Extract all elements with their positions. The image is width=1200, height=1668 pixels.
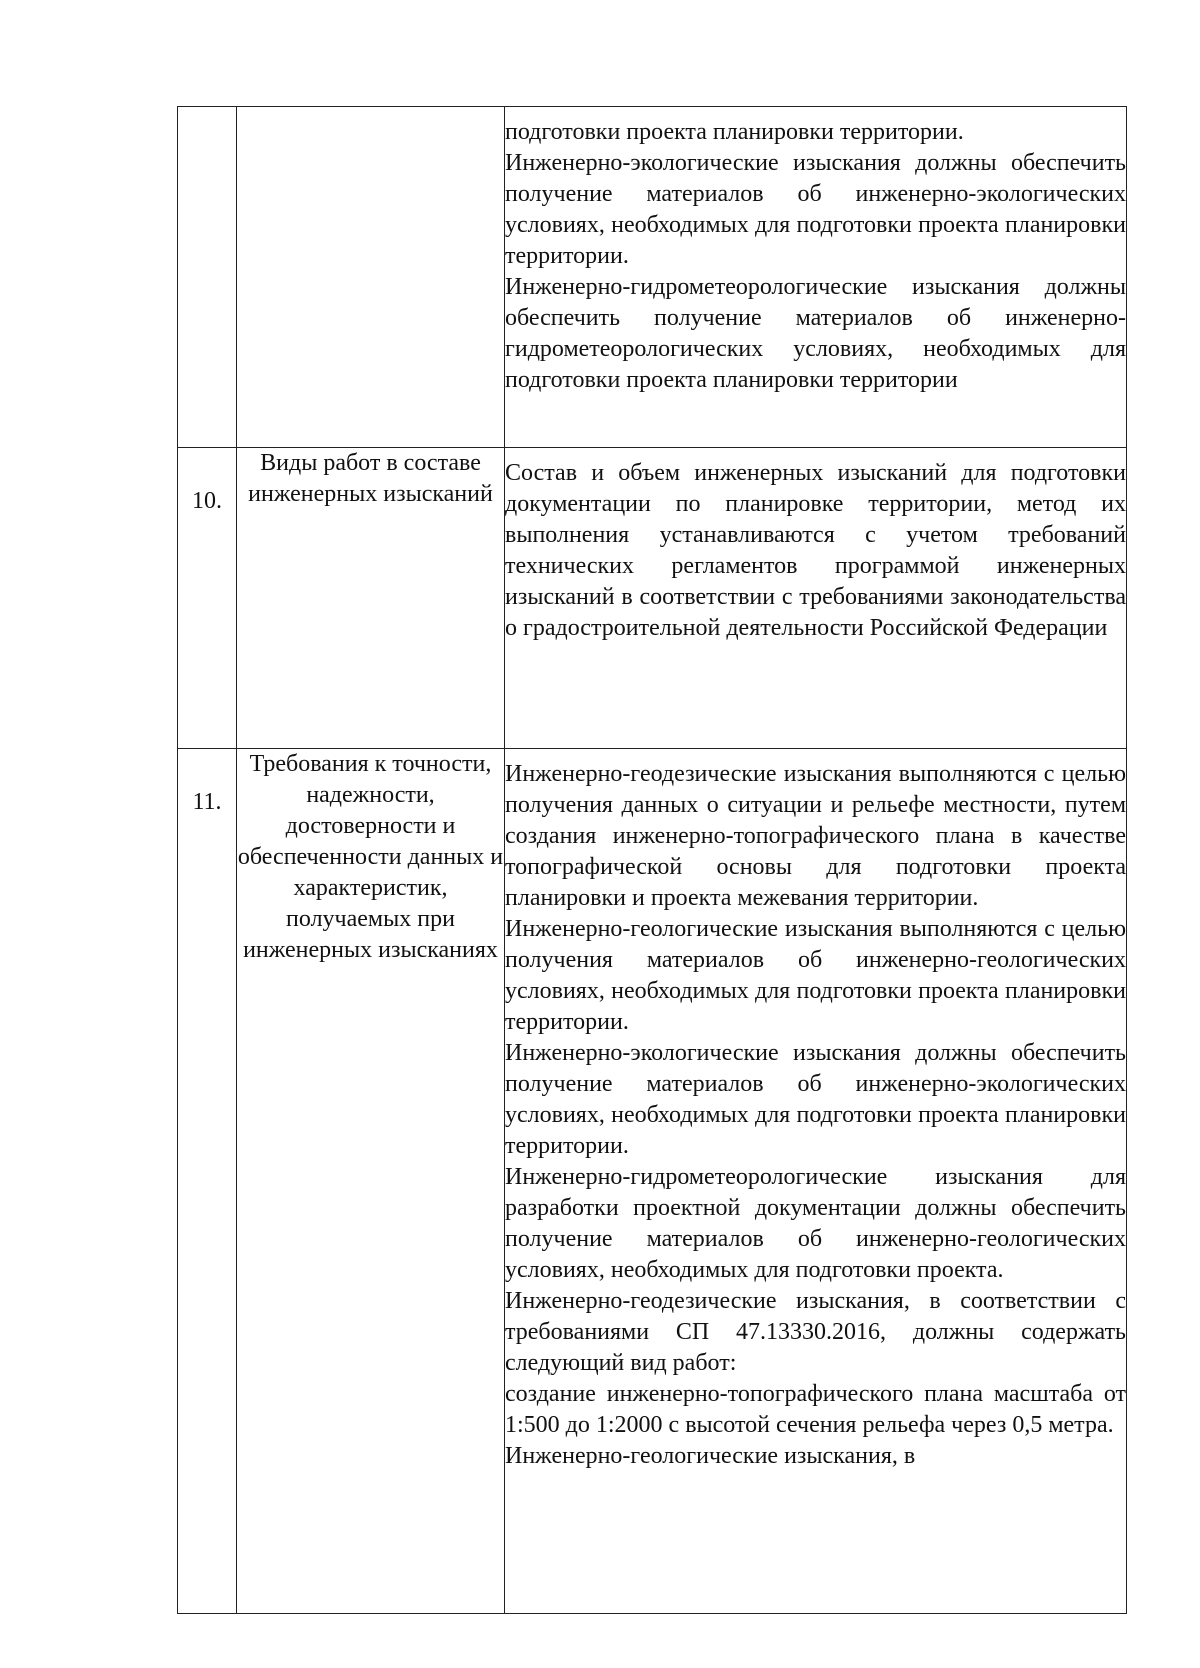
- row-name: Виды работ в составе инженерных изысканий: [248, 450, 493, 507]
- row-name-cell: [237, 749, 505, 1614]
- table-row: [178, 448, 1127, 749]
- description-paragraph: Инженерно-геологические изыскания, в: [505, 1443, 916, 1469]
- description-paragraph: Инженерно-геодезические изыскания выполняются с целью получения данных о ситуации и рельефе местности, путем создания инженерно-топографического плана в качестве топографической основы для подготовки проекта планировки и проекта межевания территории.: [505, 761, 1126, 911]
- description-paragraph: Инженерно-экологические изыскания должны обеспечить получение материалов об инженерно-экологических условиях, необходимых для подготовки проекта планировки территории.: [505, 150, 1126, 269]
- row-number-cell: [178, 448, 237, 749]
- description-paragraph: Состав и объем инженерных изысканий для подготовки документации по планировке территории, метод их выполнения устанавливаются с учетом требований технических регламентов программой инженерных изысканий в соответствии с требованиями законодательства о градостроительной деятельности Российской Федерации: [505, 460, 1126, 641]
- requirements-table: [177, 106, 1127, 1614]
- description-paragraph: Инженерно-геологические изыскания выполняются с целью получения материалов об инженерно-геологических условиях, необходимых для подготовки проекта планировки территории.: [505, 916, 1126, 1035]
- row-description-cell: [505, 749, 1127, 1614]
- row-number-cell: [178, 749, 237, 1614]
- table-row: [178, 749, 1127, 1614]
- description-paragraph: подготовки проекта планировки территории.: [505, 119, 964, 145]
- description-paragraph: Инженерно-геодезические изыскания, в соответствии с требованиями СП 47.13330.2016, должны содержать следующий вид работ:: [505, 1288, 1126, 1376]
- description-paragraph: Инженерно-экологические изыскания должны обеспечить получение материалов об инженерно-экологических условиях, необходимых для подготовки проекта планировки территории.: [505, 1040, 1126, 1159]
- row-number: 11.: [192, 789, 222, 815]
- description-paragraph: Инженерно-гидрометеорологические изыскания для разработки проектной документации должны обеспечить получение материалов об инженерно-геологических условиях, необходимых для подготовки проекта.: [505, 1164, 1126, 1283]
- row-name-cell: [237, 448, 505, 749]
- row-name-cell: [237, 107, 505, 448]
- description-paragraph: Инженерно-гидрометеорологические изыскания должны обеспечить получение материалов об инженерно-гидрометеорологических условиях, необходимых для подготовки проекта планировки территории: [505, 274, 1126, 393]
- row-description-cell: [505, 107, 1127, 448]
- description-paragraph: создание инженерно-топографического плана масштаба от 1:500 до 1:2000 с высотой сечения рельефа через 0,5 метра.: [505, 1381, 1126, 1438]
- table-row: [178, 107, 1127, 448]
- row-name: Требования к точности, надежности, достоверности и обеспеченности данных и характеристик, получаемых при инженерных изысканиях: [237, 751, 504, 963]
- row-number-cell: [178, 107, 237, 448]
- row-description-cell: [505, 448, 1127, 749]
- row-number: 10.: [192, 488, 222, 514]
